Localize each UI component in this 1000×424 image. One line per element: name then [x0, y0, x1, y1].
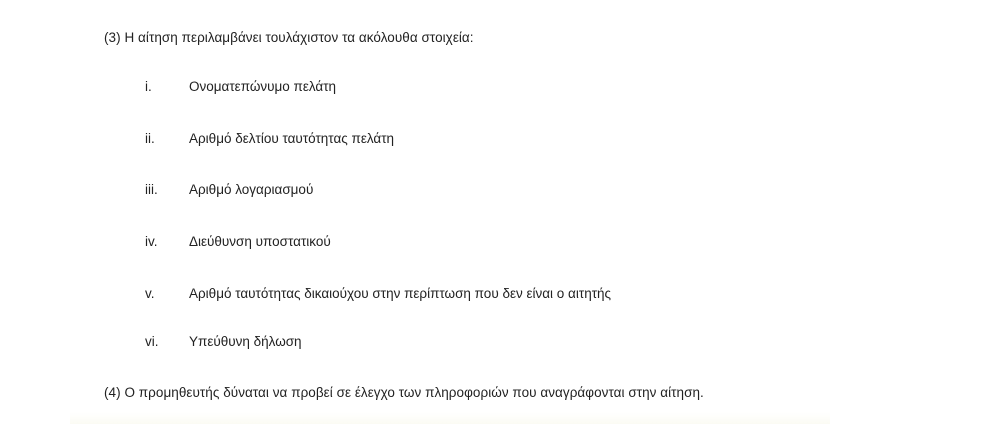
list-item-numeral: ii.	[145, 131, 155, 146]
list-item	[0, 78, 1000, 96]
list-item-numeral: v.	[145, 286, 155, 301]
list-item	[0, 285, 1000, 303]
paragraph-4: (4) Ο προμηθευτής δύναται να προβεί σε έλεγχο των πληροφοριών που αναγράφονται στην αίτηση.	[104, 385, 704, 400]
scan-edge	[70, 412, 830, 424]
list-item-numeral: iv.	[145, 234, 158, 249]
list-item	[0, 130, 1000, 148]
paragraph-3: (3) Η αίτηση περιλαμβάνει τουλάχιστον τα ακόλουθα στοιχεία:	[104, 30, 474, 45]
list-item-text: Αριθμό ταυτότητας δικαιούχου στην περίπτωση που δεν είναι ο αιτητής	[189, 286, 612, 301]
list-item-numeral: iii.	[145, 182, 158, 197]
list-item-text: Υπεύθυνη δήλωση	[189, 334, 302, 349]
list-item-text: Αριθμό λογαριασμού	[189, 182, 314, 197]
list-item	[0, 233, 1000, 251]
list-item-numeral: vi.	[145, 334, 159, 349]
list-item-text: Διεύθυνση υποστατικού	[189, 234, 331, 249]
list-item	[0, 181, 1000, 199]
list-item-numeral: i.	[145, 79, 152, 94]
list-item	[0, 333, 1000, 351]
list-item-text: Αριθμό δελτίου ταυτότητας πελάτη	[189, 131, 395, 146]
list-item-text: Ονοματεπώνυμο πελάτη	[189, 79, 337, 94]
